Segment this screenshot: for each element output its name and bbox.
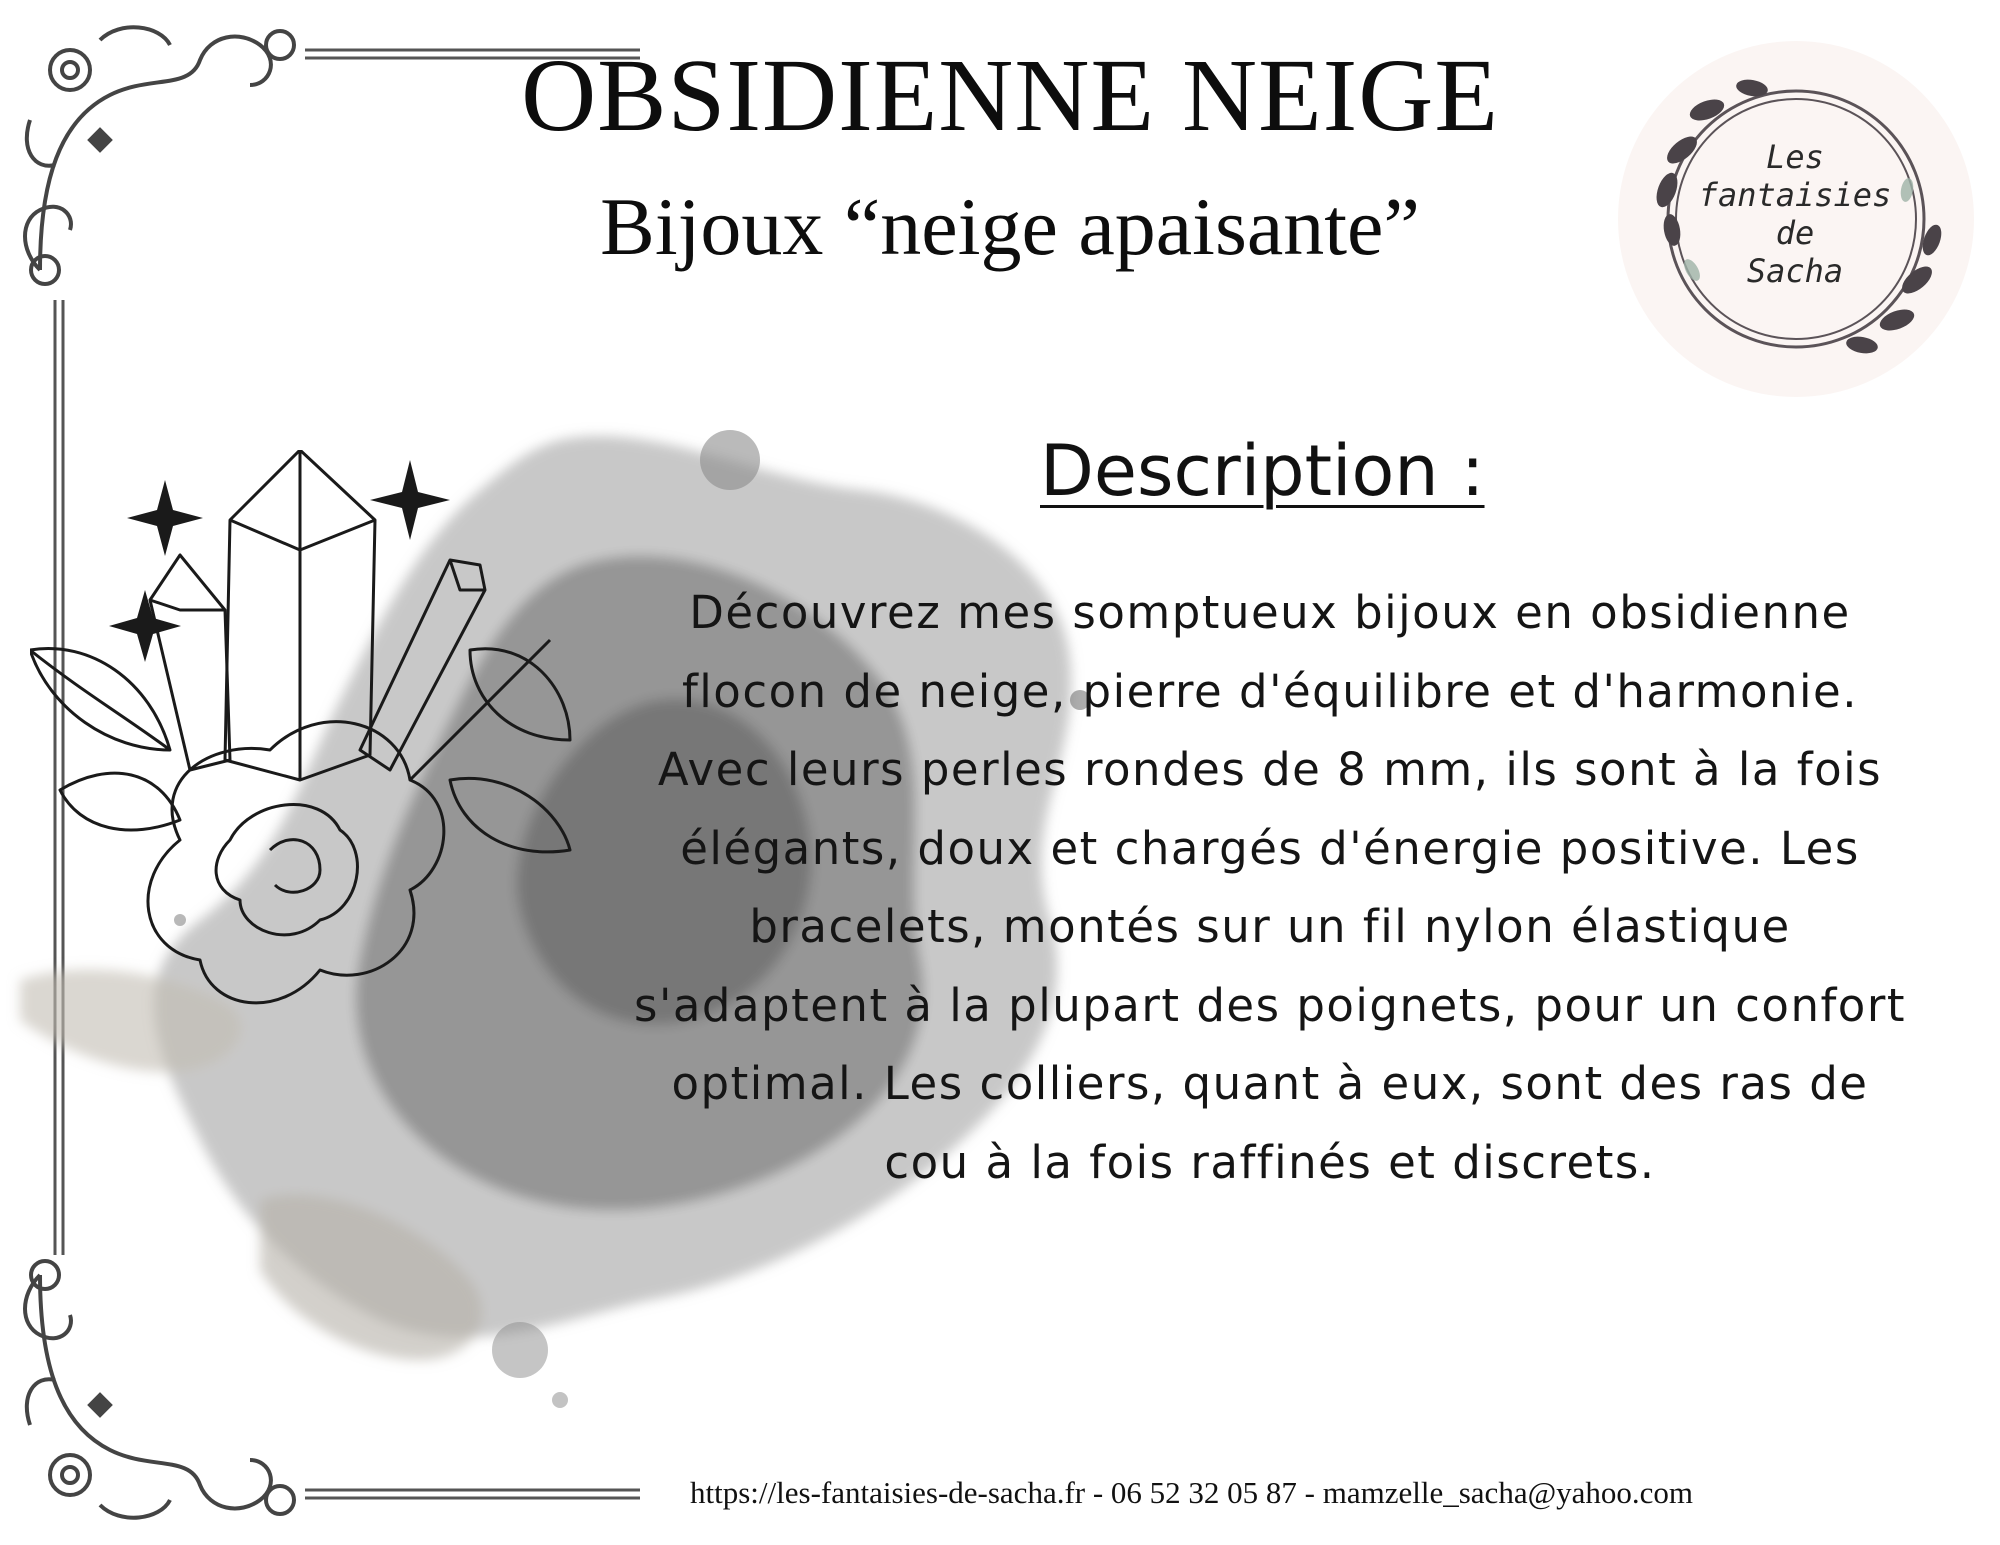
corner-ornament-top-left [25, 27, 294, 284]
logo-text [1690, 138, 1900, 290]
sparkle-icon [109, 590, 181, 662]
page-title: OBSIDIENNE NEIGE [521, 38, 1499, 153]
logo-line: fantaisies [1698, 176, 1892, 214]
crystal-left [150, 555, 230, 770]
sparkle-icon [370, 460, 450, 540]
logo-line: Sacha [1746, 252, 1844, 290]
leaf [60, 773, 180, 830]
page-subtitle: Bijoux “neige apaisante” [600, 181, 1420, 272]
crystal-flower-illustration [30, 450, 620, 1040]
sparkle-icon [127, 480, 203, 556]
description-heading: Description : [1040, 430, 1485, 512]
description-body: Découvrez mes somptueux bijoux en obsidienne flocon de neige, pierre d'équilibre et d'harmonie. Avec leurs perles rondes de 8 mm, ils sont à la fois élégants, doux et chargés d'énergie positive. Les bracelets, montés sur un fil nylon élastique s'adaptent à la plupart des poignets, pour un confort optimal. Les colliers, quant à eux, sont des ras de cou à la fois raffinés et discrets. [634, 586, 1906, 1189]
contact-footer: https://les-fantaisies-de-sacha.fr - 06 52 32 05 87 - mamzelle_sacha@yahoo.com [690, 1475, 1694, 1510]
leaf [450, 778, 570, 851]
logo-line: de [1775, 214, 1815, 252]
leaf [470, 649, 570, 740]
logo-line: Les [1766, 138, 1824, 176]
peony-flower [148, 722, 444, 1003]
